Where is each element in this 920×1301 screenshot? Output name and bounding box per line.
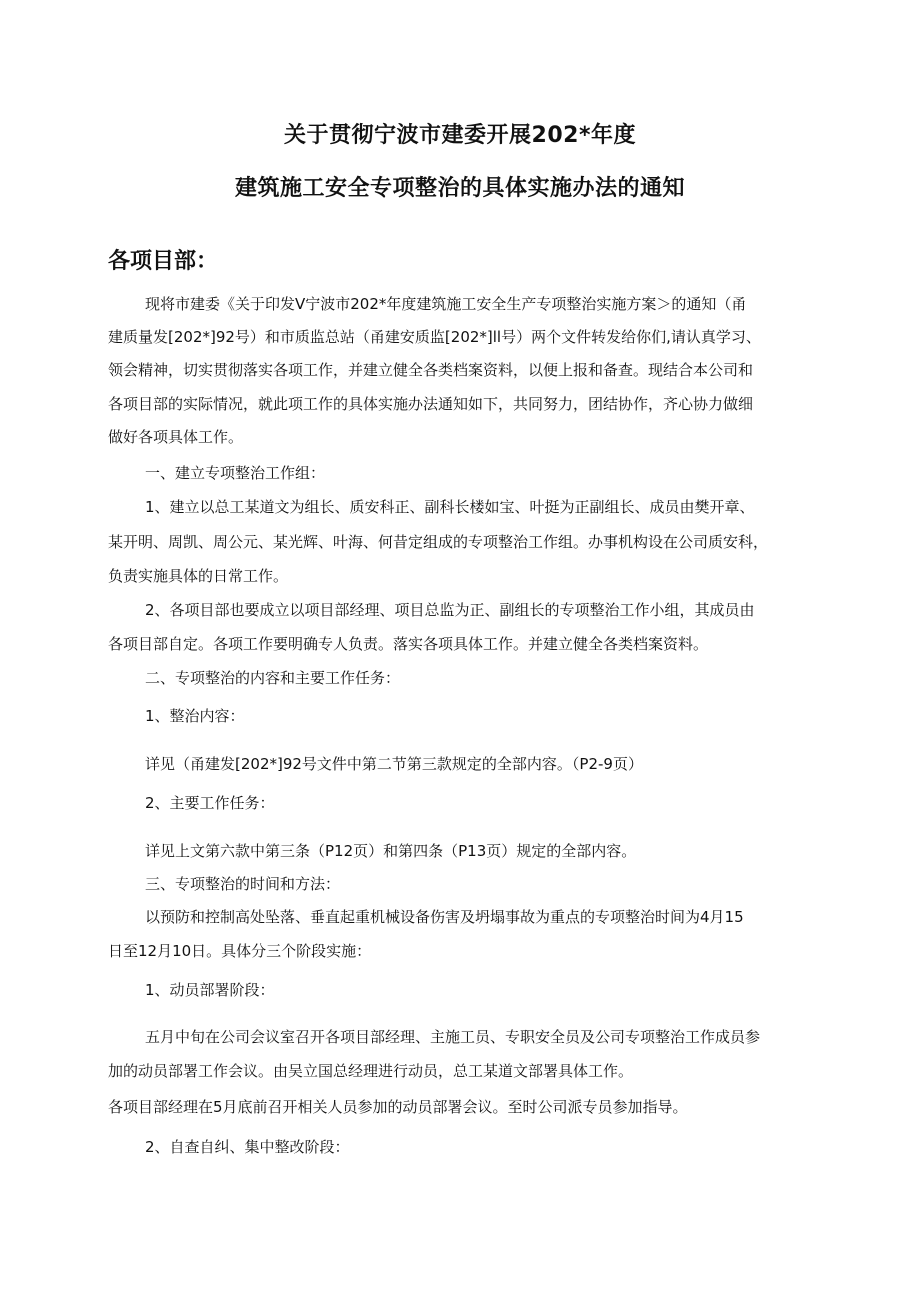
body-line: 五月中旬在公司会议室召开各项目部经理、主施工员、专职安全员及公司专项整治工作成员参 (145, 1028, 761, 1046)
body-line: 1、建立以总工某道文为组长、质安科正、副科长楼如宝、叶挺为正副组长、成员由樊开章、 (145, 498, 755, 516)
body-line: 领会精神，切实贯彻落实各项工作，并建立健全各类档案资料，以便上报和备查。现结合本公司和 (108, 361, 754, 379)
body-line: 做好各项具体工作。 (108, 428, 244, 446)
body-line: 各项目部经理在5月底前召开相关人员参加的动员部署会议。至时公司派专员参加指导。 (108, 1098, 688, 1116)
body-line: 各项目部的实际情况，就此项工作的具体实施办法通知如下，共同努力，团结协作，齐心协力做细 (108, 395, 754, 413)
body-line: 现将市建委《关于印发Ⅴ宁波市202*年度建筑施工安全生产专项整治实施方案＞的通知（甬 (145, 295, 747, 313)
subsection-heading: 2、主要工作任务： (145, 794, 275, 812)
body-line: 以预防和控制高处坠落、垂直起重机械设备伤害及坍塌事故为重点的专项整治时间为4月15 (145, 908, 744, 926)
body-line: 日至12月10日。具体分三个阶段实施： (108, 942, 372, 960)
body-line: 某开明、周凯、周公元、某光辉、叶海、何昔定组成的专项整治工作组。办事机构设在公司质安科， (108, 533, 769, 551)
section-heading: 二、专项整治的内容和主要工作任务： (145, 669, 401, 687)
body-line: 负责实施具体的日常工作。 (108, 567, 289, 585)
body-line: 详见（甬建发[202*]92号文件中第二节第三款规定的全部内容。（P2-9页） (145, 755, 643, 773)
body-line: 各项目部自定。各项工作要明确专人负责。落实各项具体工作。并建立健全各类档案资料。 (108, 635, 709, 653)
document-title-line-1: 关于贯彻宁波市建委开展202*年度 (284, 123, 636, 148)
body-line: 详见上文第六款中第三条（P12页）和第四条（P13页）规定的全部内容。 (145, 842, 637, 860)
section-heading: 一、建立专项整治工作组： (145, 464, 326, 482)
body-line: 加的动员部署工作会议。由吴立国总经理进行动员，总工某道文部署具体工作。 (108, 1062, 634, 1080)
subsection-heading: 1、整治内容： (145, 707, 245, 725)
salutation: 各项目部： (108, 249, 219, 274)
body-line: 建质量发[202*]92号）和市质监总站（甬建安质监[202*]ll号）两个文件转发给你们,请认真学习、 (108, 328, 761, 346)
section-heading: 三、专项整治的时间和方法： (145, 875, 341, 893)
subsection-heading: 2、自查自纠、集中整改阶段： (145, 1138, 350, 1156)
document-title-line-2: 建筑施工安全专项整治的具体实施办法的通知 (234, 176, 685, 201)
subsection-heading: 1、动员部署阶段： (145, 981, 275, 999)
body-line: 2、各项目部也要成立以项目部经理、项目总监为正、副组长的专项整治工作小组，其成员由 (145, 601, 755, 619)
